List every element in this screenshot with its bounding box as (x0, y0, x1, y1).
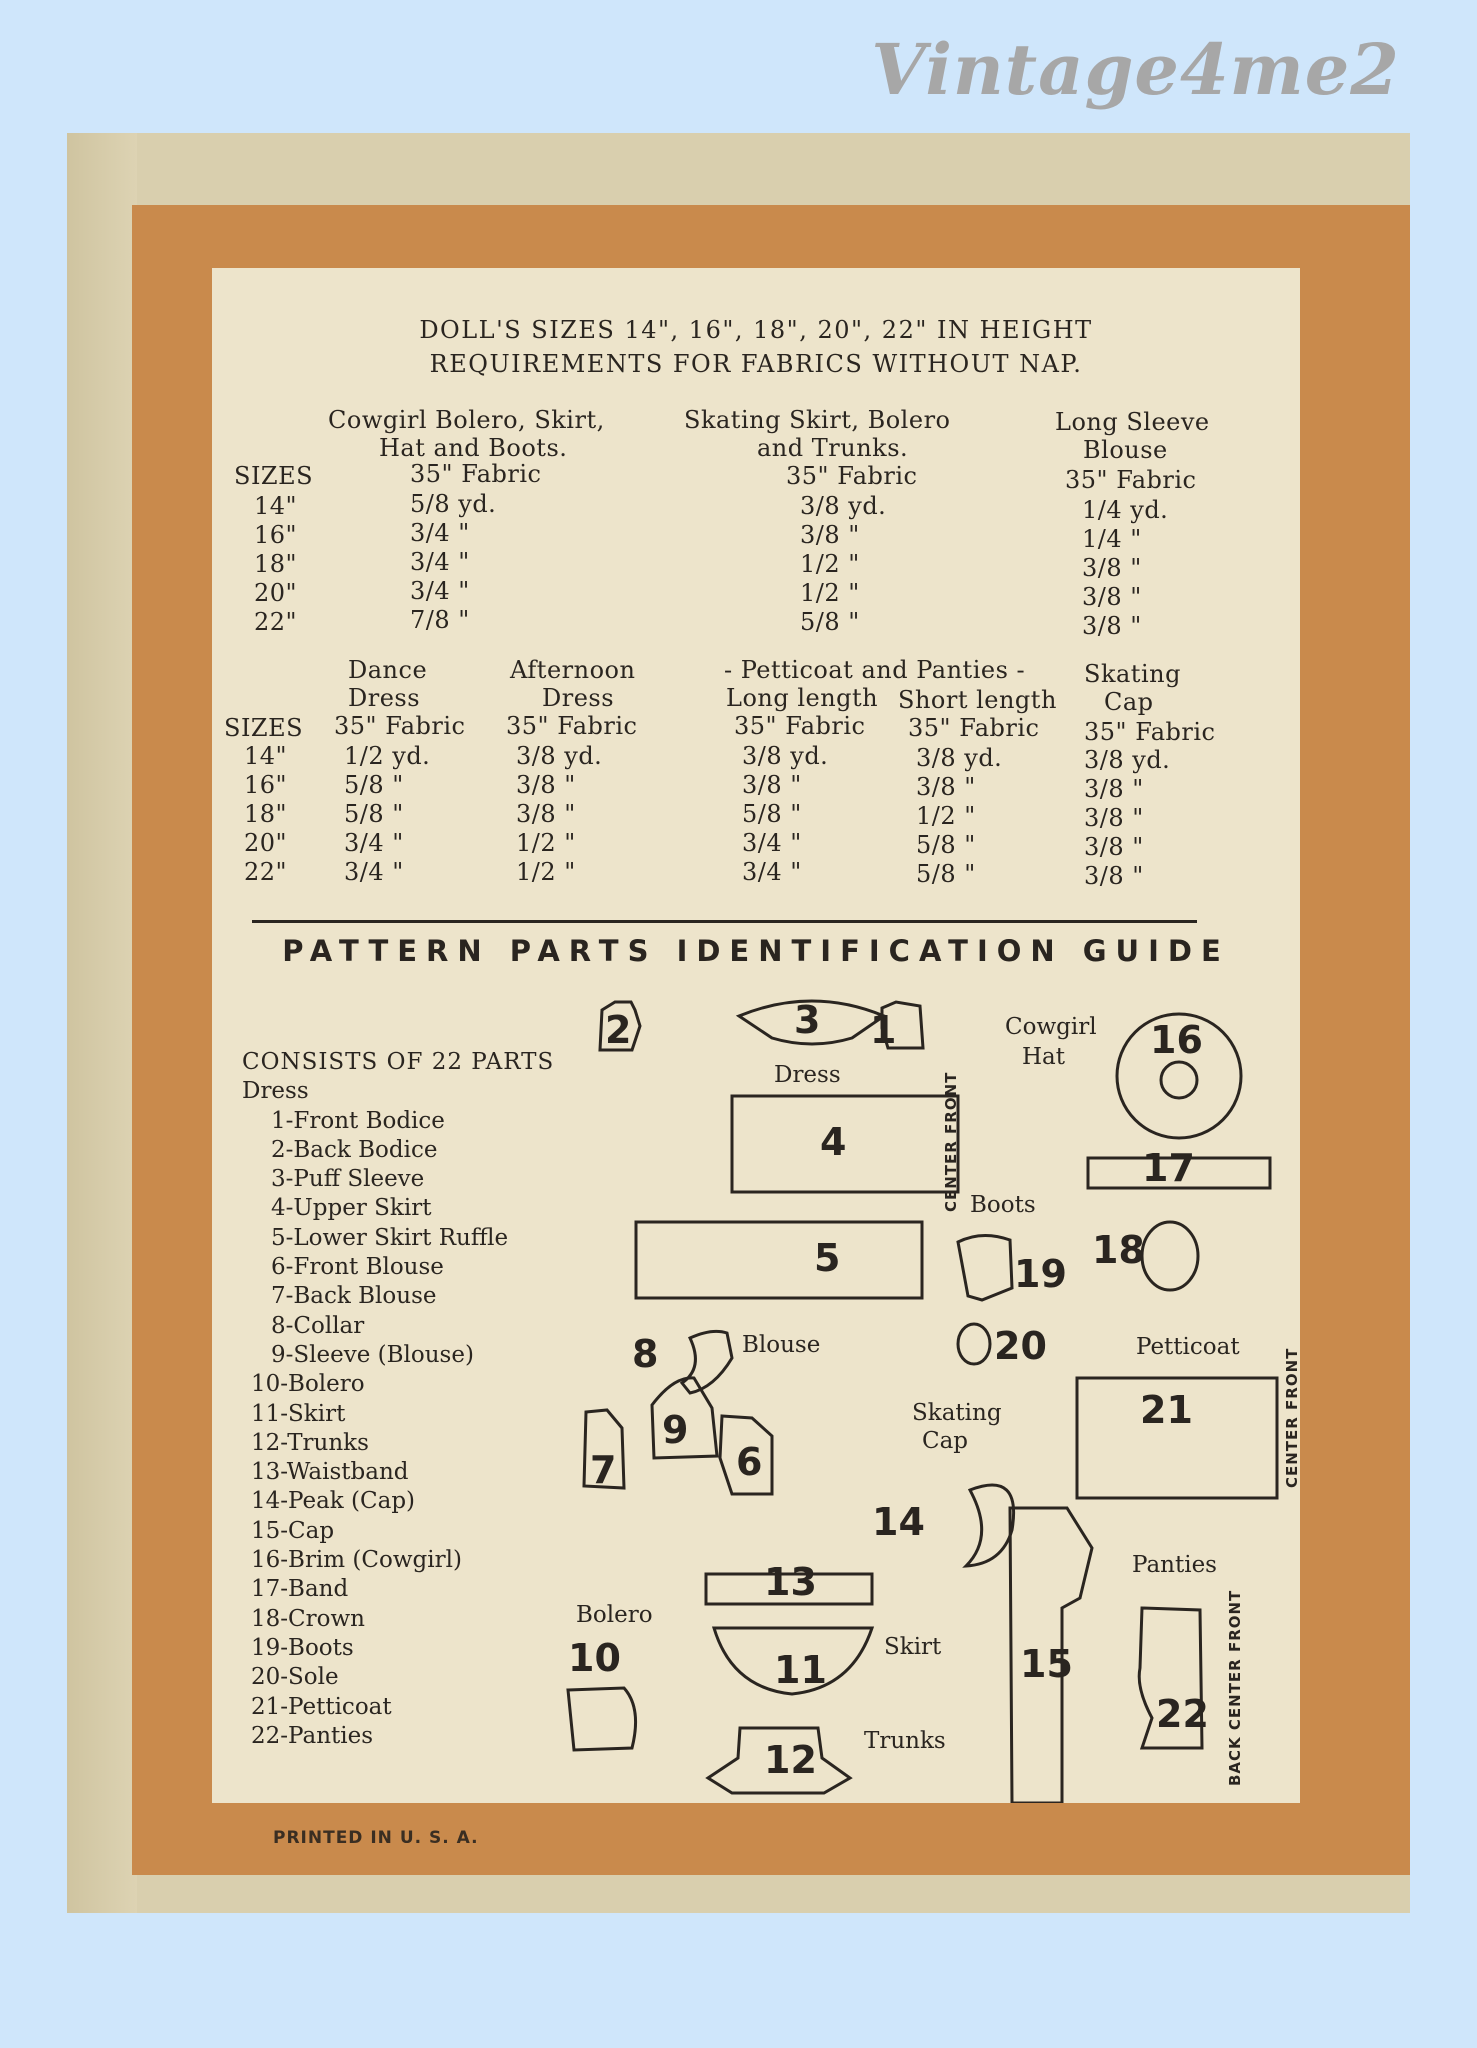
value-cell: 5/8 " (800, 608, 860, 636)
size-cell: 14" (254, 492, 298, 520)
label-trunks: Trunks (864, 1728, 946, 1754)
label-cowgirl-hat: Hat (1022, 1044, 1066, 1070)
sizes-label: SIZES (224, 714, 304, 742)
value-cell: 3/4 " (344, 829, 404, 857)
value-cell: 5/8 " (916, 860, 976, 888)
piece-number: 16 (1150, 1018, 1203, 1062)
piece-number: 5 (814, 1236, 841, 1280)
label-bolero: Bolero (576, 1602, 653, 1628)
value-cell: 3/4 " (410, 548, 470, 576)
value-cell: 1/4 yd. (1082, 496, 1169, 524)
value-cell: 5/8 " (916, 831, 976, 859)
value-cell: 3/8 " (1084, 862, 1144, 890)
value-cell: 1/2 " (800, 579, 860, 607)
value-cell: 1/2 yd. (344, 742, 431, 770)
value-cell: 1/2 " (800, 550, 860, 578)
size-cell: 18" (244, 800, 288, 828)
label-blouse: Blouse (742, 1332, 821, 1358)
value-cell: 1/4 " (1082, 525, 1142, 553)
piece-number: 7 (590, 1448, 617, 1492)
value-cell: 3/8 " (916, 773, 976, 801)
value-cell: 3/8 yd. (516, 742, 603, 770)
header-line-2: REQUIREMENTS FOR FABRICS WITHOUT NAP. (429, 350, 1083, 378)
label-petticoat: Petticoat (1136, 1334, 1240, 1360)
center-front-label: CENTER FRONT (1283, 1347, 1301, 1488)
value-cell: 3/4 " (742, 829, 802, 857)
part-item: 19-Boots (251, 1634, 354, 1661)
part-item: 16-Brim (Cowgirl) (251, 1547, 462, 1574)
part-item: 18-Crown (251, 1605, 365, 1632)
piece-number: 21 (1140, 1388, 1193, 1432)
value-cell: 3/8 yd. (1084, 746, 1171, 774)
piece-number: 3 (794, 998, 821, 1042)
piece-number: 17 (1142, 1146, 1195, 1190)
part-item: 21-Petticoat (251, 1693, 392, 1720)
part-item: 17-Band (251, 1576, 349, 1603)
value-cell: 3/4 " (410, 577, 470, 605)
piece-number: 13 (764, 1560, 817, 1604)
col-title: Skating (1084, 660, 1181, 688)
envelope-fold (67, 133, 137, 1913)
value-cell: 3/8 " (800, 521, 860, 549)
col-title: Cap (1104, 688, 1154, 716)
label-cowgirl-hat: Cowgirl (1005, 1014, 1097, 1040)
piece-number: 1 (870, 1008, 897, 1052)
col-title: and Trunks. (757, 434, 909, 462)
label-boots: Boots (970, 1192, 1036, 1218)
value-cell: 3/8 " (516, 771, 576, 799)
part-item: 11-Skirt (251, 1400, 346, 1427)
col-title: Cowgirl Bolero, Skirt, (328, 406, 605, 434)
value-cell: 3/4 " (410, 519, 470, 547)
printed-in-usa: PRINTED IN U. S. A. (273, 1828, 479, 1848)
piece-number: 10 (568, 1636, 621, 1680)
value-cell: 3/8 " (516, 800, 576, 828)
piece-10-outline (568, 1688, 636, 1750)
part-item: 8-Collar (271, 1312, 365, 1339)
value-cell: 5/8 " (344, 800, 404, 828)
instruction-sheet (212, 268, 1300, 1803)
value-cell: 3/8 yd. (916, 744, 1003, 772)
part-item: 12-Trunks (251, 1429, 369, 1456)
value-cell: 3/8 yd. (800, 492, 887, 520)
piece-number: 6 (736, 1440, 763, 1484)
col-title: Blouse (1083, 436, 1168, 464)
dress-heading: Dress (242, 1078, 309, 1105)
size-cell: 20" (244, 829, 288, 857)
part-item: 2-Back Bodice (271, 1136, 438, 1163)
part-item: 3-Puff Sleeve (271, 1166, 425, 1193)
size-cell: 16" (254, 521, 298, 549)
value-cell: 7/8 " (410, 606, 470, 634)
value-cell: 3/8 " (1084, 775, 1144, 803)
piece-8-outline (682, 1331, 732, 1393)
piece-number: 20 (994, 1324, 1047, 1368)
col-title: Long Sleeve (1055, 408, 1210, 436)
piece-number: 18 (1092, 1228, 1145, 1272)
col-title: Short length (898, 686, 1057, 714)
col-title: Dress (542, 684, 615, 712)
label-panties: Panties (1132, 1552, 1217, 1578)
piece-number: 15 (1020, 1642, 1073, 1686)
fabric-width: 35" Fabric (1084, 718, 1216, 746)
size-cell: 16" (244, 771, 288, 799)
part-item: 15-Cap (251, 1517, 335, 1544)
value-cell: 3/8 " (1084, 804, 1144, 832)
fabric-width: 35" Fabric (908, 714, 1040, 742)
piece-16-inner (1161, 1062, 1197, 1098)
value-cell: 5/8 yd. (410, 490, 497, 518)
piece-19-outline (958, 1235, 1012, 1300)
value-cell: 3/8 " (1084, 833, 1144, 861)
parts-count: CONSISTS OF 22 PARTS (242, 1049, 555, 1075)
fabric-width: 35" Fabric (734, 712, 866, 740)
col-title: Afternoon (510, 656, 636, 684)
part-item: 6-Front Blouse (271, 1254, 444, 1281)
part-item: 7-Back Blouse (271, 1283, 437, 1310)
col-title: Long length (726, 684, 879, 712)
fabric-width: 35" Fabric (1065, 466, 1197, 494)
col-title: Dress (348, 684, 421, 712)
value-cell: 1/2 " (516, 858, 576, 886)
size-cell: 22" (244, 858, 288, 886)
part-item: 22-Panties (251, 1722, 374, 1749)
size-cell: 22" (254, 608, 298, 636)
size-cell: 20" (254, 579, 298, 607)
guide-title: PATTERN PARTS IDENTIFICATION GUIDE (282, 934, 1230, 968)
fabric-width: 35" Fabric (786, 462, 918, 490)
piece-number: 14 (872, 1500, 925, 1544)
piece-number: 22 (1156, 1692, 1209, 1736)
part-item: 20-Sole (251, 1664, 339, 1691)
piece-number: 4 (820, 1120, 847, 1164)
piece-number: 9 (662, 1408, 689, 1452)
sizes-label: SIZES (234, 462, 314, 490)
back-center-front-label: BACK CENTER FRONT (1226, 1589, 1244, 1786)
part-item: 1-Front Bodice (271, 1107, 445, 1134)
piece-number: 12 (764, 1738, 817, 1782)
watermark-logo: Vintage4me2 (871, 28, 1400, 111)
part-item: 10-Bolero (251, 1371, 365, 1398)
col-title: Hat and Boots. (379, 434, 568, 462)
value-cell: 3/8 " (1082, 554, 1142, 582)
piece-number: 19 (1014, 1252, 1067, 1296)
value-cell: 3/8 yd. (742, 742, 829, 770)
piece-number: 11 (774, 1648, 827, 1692)
center-front-label: CENTER FRONT (942, 1071, 960, 1212)
piece-5-outline (636, 1222, 922, 1298)
label-dress: Dress (774, 1062, 841, 1088)
size-cell: 14" (244, 742, 288, 770)
value-cell: 5/8 " (344, 771, 404, 799)
part-item: 4-Upper Skirt (271, 1195, 432, 1222)
piece-number: 2 (605, 1008, 632, 1052)
part-item: 14-Peak (Cap) (251, 1488, 416, 1515)
size-cell: 18" (254, 550, 298, 578)
col-title: Skating Skirt, Bolero (684, 406, 951, 434)
piece-number: 8 (632, 1332, 659, 1376)
value-cell: 3/8 " (742, 771, 802, 799)
value-cell: 3/8 " (1082, 612, 1142, 640)
label-skating-cap: Skating (912, 1400, 1002, 1426)
fabric-width: 35" Fabric (334, 712, 466, 740)
piece-14-outline (966, 1485, 1014, 1566)
piece-18-outline (1142, 1222, 1198, 1290)
value-cell: 1/2 " (516, 829, 576, 857)
label-skating-cap: Cap (922, 1428, 969, 1454)
value-cell: 3/4 " (742, 858, 802, 886)
value-cell: 3/4 " (344, 858, 404, 886)
fabric-width: 35" Fabric (410, 460, 542, 488)
part-item: 13-Waistband (251, 1459, 409, 1486)
col-title: Dance (348, 656, 428, 684)
part-item: 9-Sleeve (Blouse) (271, 1341, 474, 1368)
value-cell: 5/8 " (742, 800, 802, 828)
piece-20-outline (958, 1324, 990, 1364)
fabric-width: 35" Fabric (506, 712, 638, 740)
value-cell: 3/8 " (1082, 583, 1142, 611)
label-skirt: Skirt (884, 1634, 942, 1660)
header-line-1: DOLL'S SIZES 14", 16", 18", 20", 22" IN HEIGHT (419, 316, 1093, 344)
group-title: - Petticoat and Panties - (724, 656, 1026, 684)
part-item: 5-Lower Skirt Ruffle (271, 1224, 509, 1251)
value-cell: 1/2 " (916, 802, 976, 830)
